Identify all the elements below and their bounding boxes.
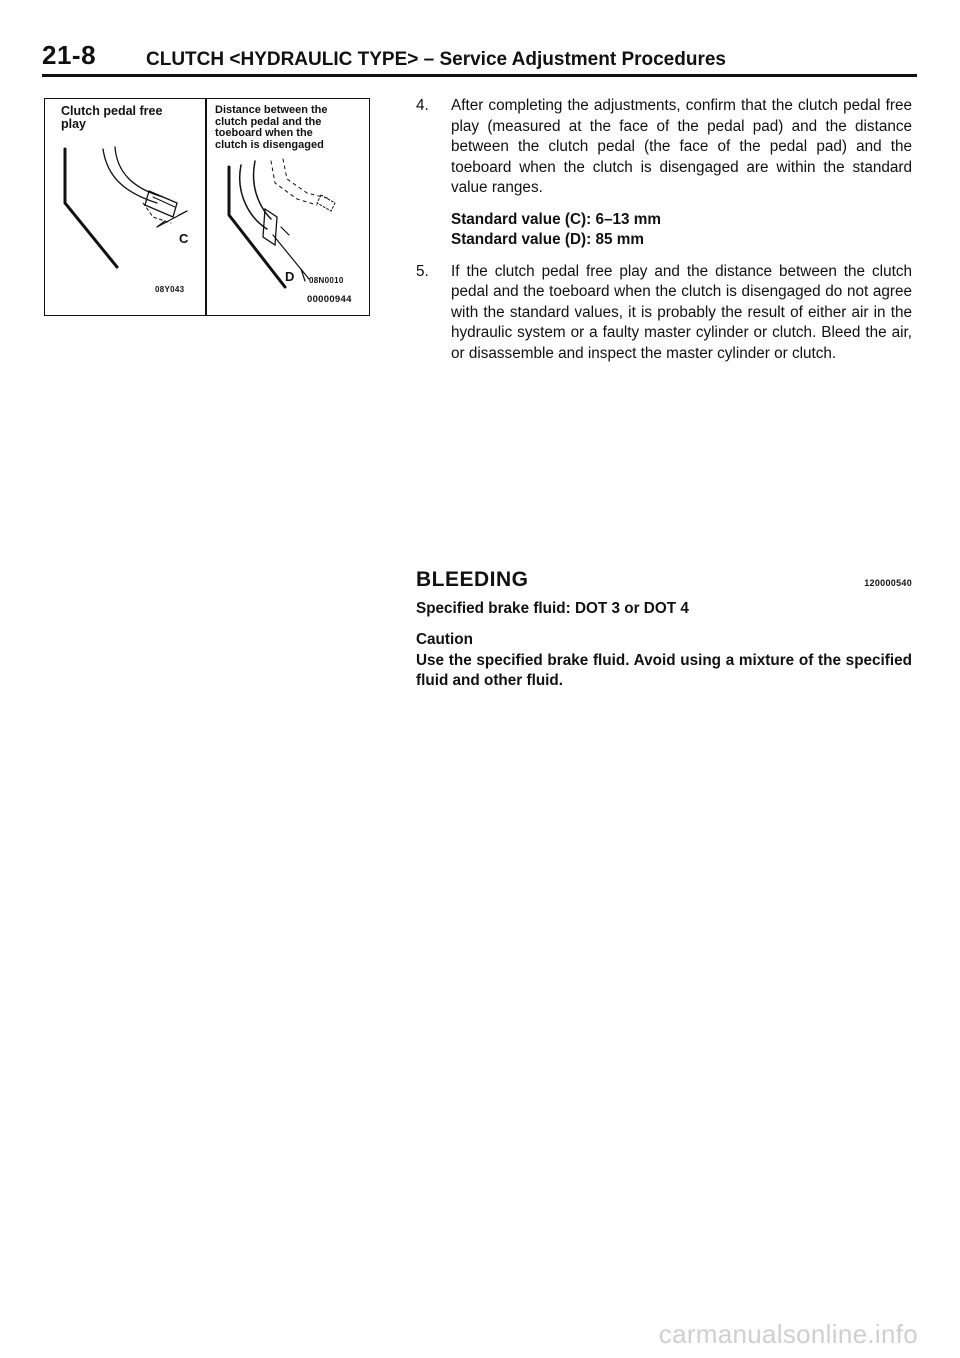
free-play-drawing [65,147,187,267]
bleeding-code: 120000540 [864,578,912,588]
step-4-number: 4. [416,97,429,114]
free-play-caption: Clutch pedal free play [61,104,163,132]
bleeding-title: BLEEDING [416,568,529,591]
free-play-figure-code: 08Y043 [155,285,185,294]
caution-text: Use the specified brake fluid. Avoid using a mixture of the specified fluid and other fluid. [416,651,912,689]
step-5-number: 5. [416,262,429,280]
dimension-d-label: D [285,269,295,284]
page-title: CLUTCH <HYDRAULIC TYPE> – Service Adjustment Procedures [146,49,726,70]
step-5 [416,262,912,365]
disengaged-figure-code: 08N0010 [309,276,344,285]
caution-label: Caution [416,631,473,648]
standard-value-c: Standard value (C): 6–13 mm [451,210,661,228]
illustration-panel [44,98,370,316]
disengaged-drawing [229,159,335,287]
step-4 [416,96,912,199]
step-5-text: If the clutch pedal free play and the distance between the clutch pedal and the toeboard when the clutch is disengaged do not agree with the standard values, it is probably the result of either air in the hydraulic system or a faulty master cylinder or clutch. Bleed the air, or disassemble and inspect the master cylinder or clutch. [451,262,912,362]
illustration-code: 00000944 [307,294,352,305]
step-4-text: After completing the adjustments, confirm that the clutch pedal free play (measured at the face of the pedal pad) and the distance between the clutch pedal (the face of the pedal pad) and the toeboard when the clutch is disengaged are within the standard value ranges. [451,97,912,196]
standard-values [416,210,912,250]
dimension-c-label: C [179,231,189,246]
bleeding-section [416,568,912,692]
page-header [42,40,917,77]
standard-value-d: Standard value (D): 85 mm [451,230,644,248]
brake-fluid-spec: Specified brake fluid: DOT 3 or DOT 4 [416,600,689,617]
page-number: 21-8 [42,40,97,70]
disengaged-distance-caption: Distance between the clutch pedal and the toeboard when the clutch is disengaged [215,104,328,151]
adjustment-steps [416,96,912,375]
site-watermark: carmanualsonline.info [658,1319,918,1349]
caution-block [416,630,912,692]
